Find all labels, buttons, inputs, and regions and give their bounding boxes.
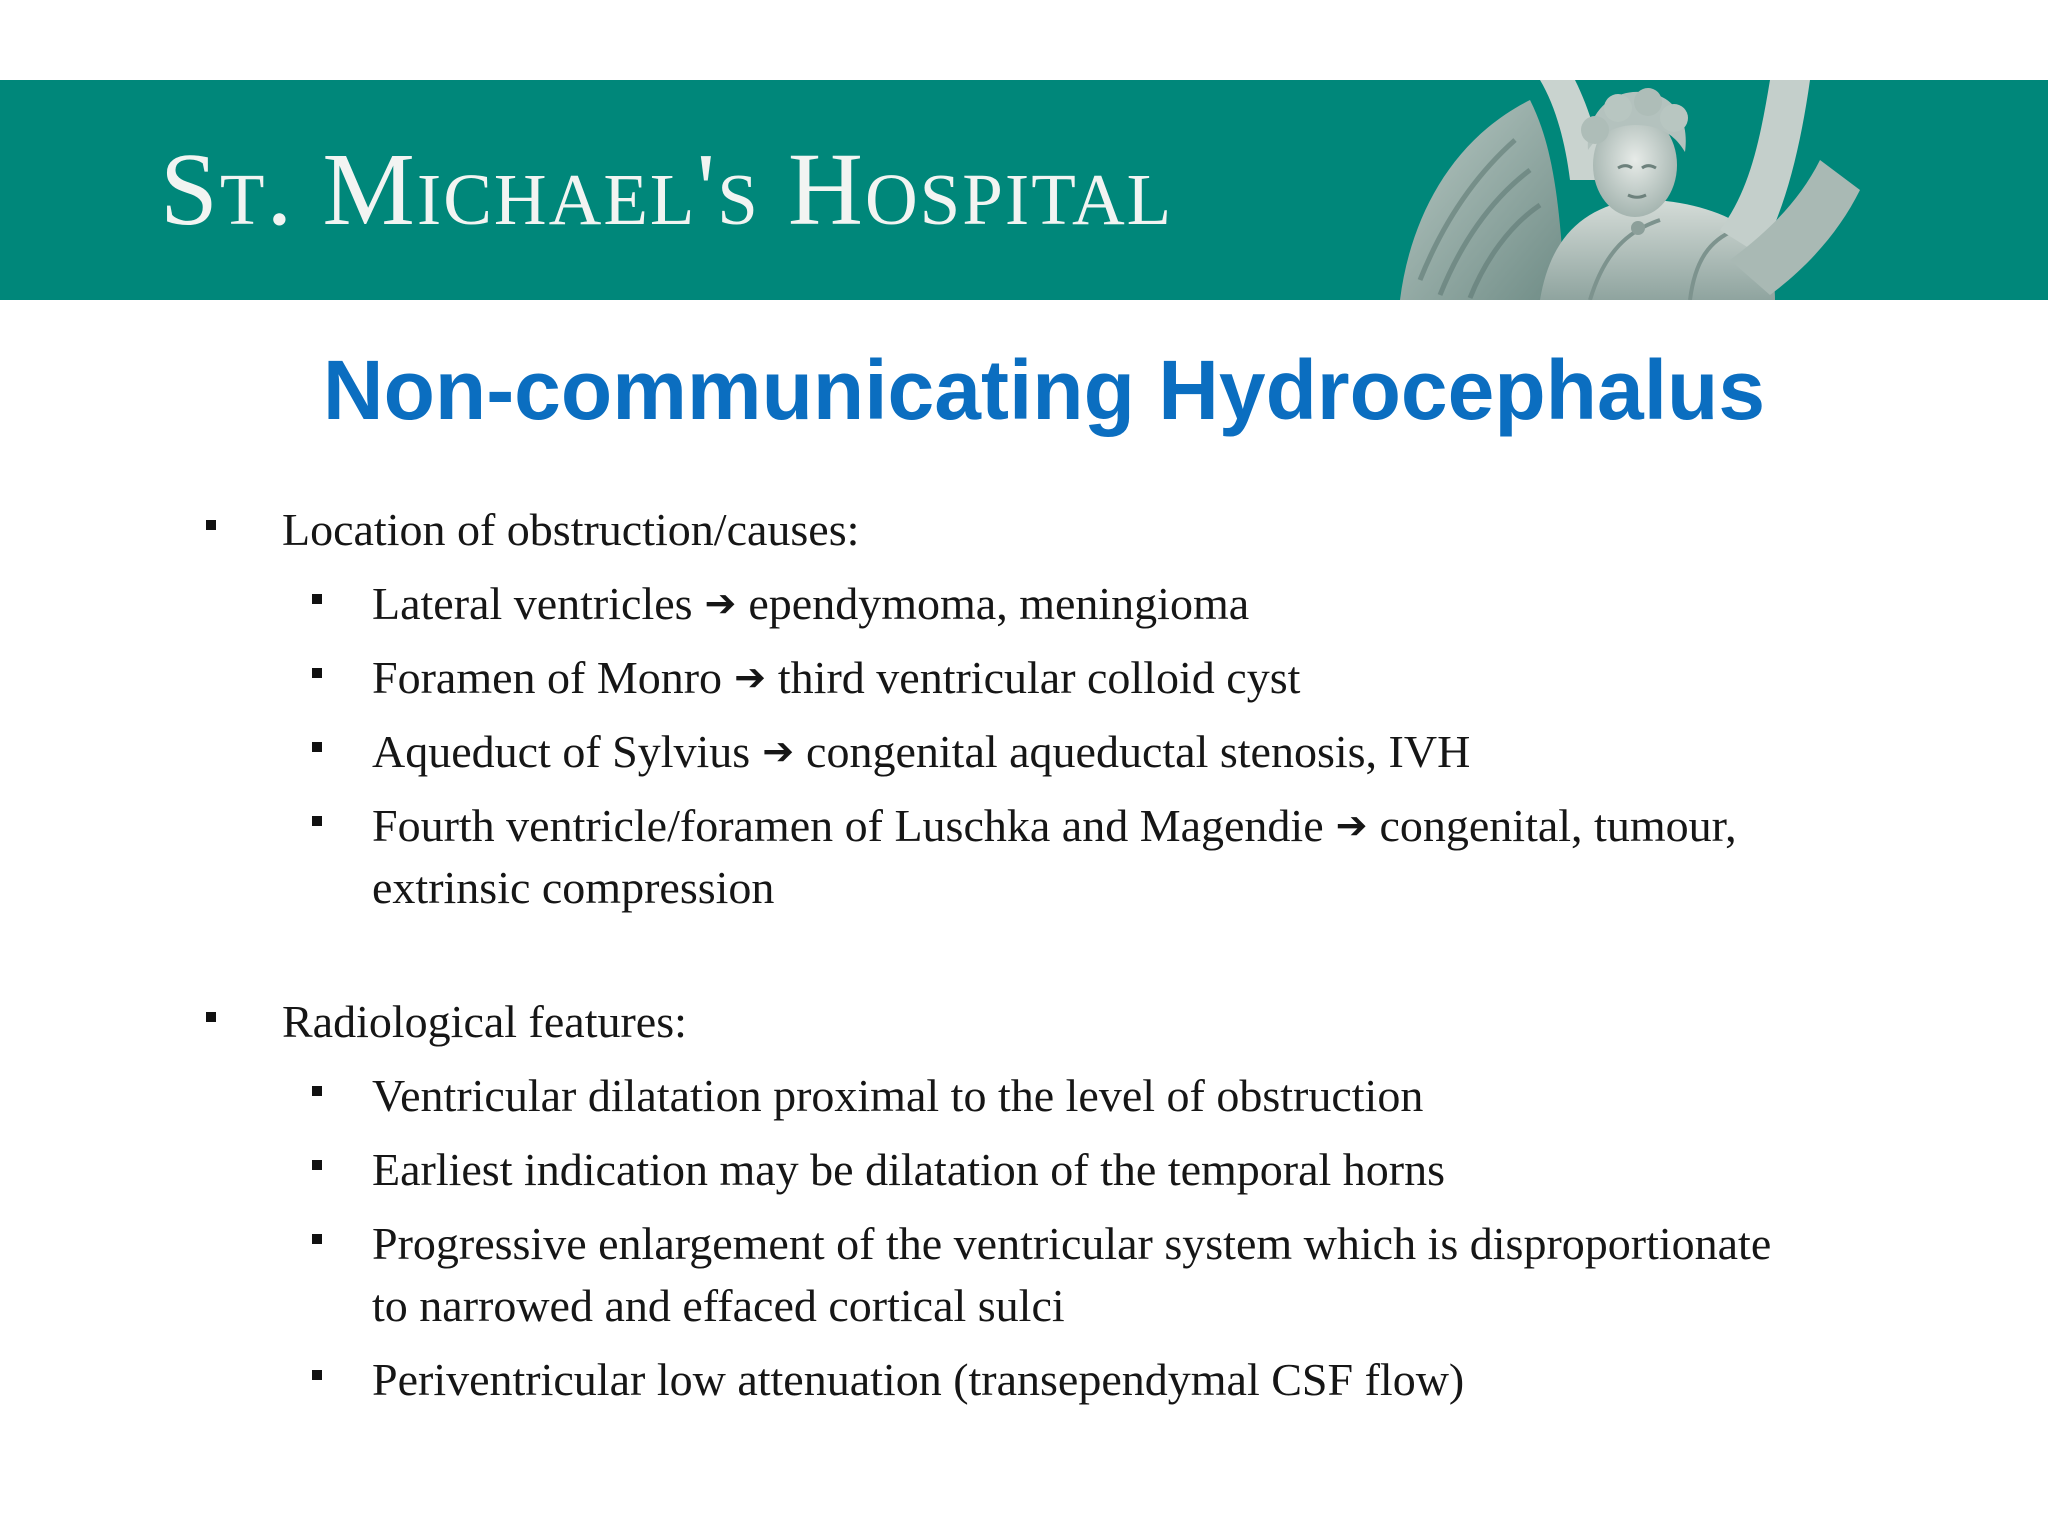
list-item bbox=[372, 722, 1470, 784]
level2-bullet-icon bbox=[312, 1160, 322, 1170]
list-item: Progressive enlargement of the ventricular system which is disproportionate bbox=[372, 1218, 1772, 1269]
right-arrow-icon: ➔ bbox=[734, 655, 766, 699]
slide-title: Non-communicating Hydrocephalus bbox=[322, 343, 1766, 437]
level2-bullet-icon bbox=[312, 1086, 322, 1096]
obstruction-cause: third ventricular colloid cyst bbox=[777, 652, 1301, 703]
section-heading-location: Location of obstruction/causes: bbox=[282, 504, 860, 555]
obstruction-location: Lateral ventricles bbox=[372, 578, 693, 629]
hospital-name: St. Michael's Hospital bbox=[160, 132, 1174, 247]
level2-bullet-icon bbox=[312, 1234, 322, 1244]
right-arrow-icon: ➔ bbox=[704, 581, 737, 625]
level2-bullet-icon bbox=[312, 594, 322, 604]
obstruction-cause: congenital, tumour, bbox=[1379, 800, 1737, 851]
level2-bullet-icon bbox=[312, 1370, 322, 1380]
obstruction-location: Fourth ventricle/foramen of Luschka and Magendie bbox=[372, 800, 1324, 851]
list-item: Earliest indication may be dilatation of the temporal horns bbox=[372, 1144, 1446, 1195]
obstruction-cause: ependymoma, meningioma bbox=[748, 578, 1250, 629]
list-item bbox=[372, 574, 1249, 636]
right-arrow-icon: ➔ bbox=[1335, 803, 1368, 847]
level1-bullet-icon bbox=[206, 1012, 216, 1022]
obstruction-cause: congenital aqueductal stenosis, IVH bbox=[806, 726, 1471, 777]
list-item: Periventricular low attenuation (transependymal CSF flow) bbox=[372, 1354, 1465, 1405]
obstruction-location: Foramen of Monro bbox=[372, 652, 723, 703]
level2-bullet-icon bbox=[312, 668, 322, 678]
level2-bullet-icon bbox=[312, 816, 322, 826]
list-item-continuation: to narrowed and effaced cortical sulci bbox=[372, 1280, 1065, 1331]
level1-bullet-icon bbox=[206, 520, 216, 530]
list-item bbox=[372, 648, 1300, 710]
list-item: Ventricular dilatation proximal to the level of obstruction bbox=[372, 1070, 1424, 1121]
level2-bullet-icon bbox=[312, 742, 322, 752]
list-item bbox=[372, 796, 1737, 858]
obstruction-location: Aqueduct of Sylvius bbox=[372, 726, 751, 777]
list-item-continuation: extrinsic compression bbox=[372, 862, 775, 913]
right-arrow-icon: ➔ bbox=[762, 729, 795, 773]
section-heading-radiological: Radiological features: bbox=[282, 996, 687, 1047]
